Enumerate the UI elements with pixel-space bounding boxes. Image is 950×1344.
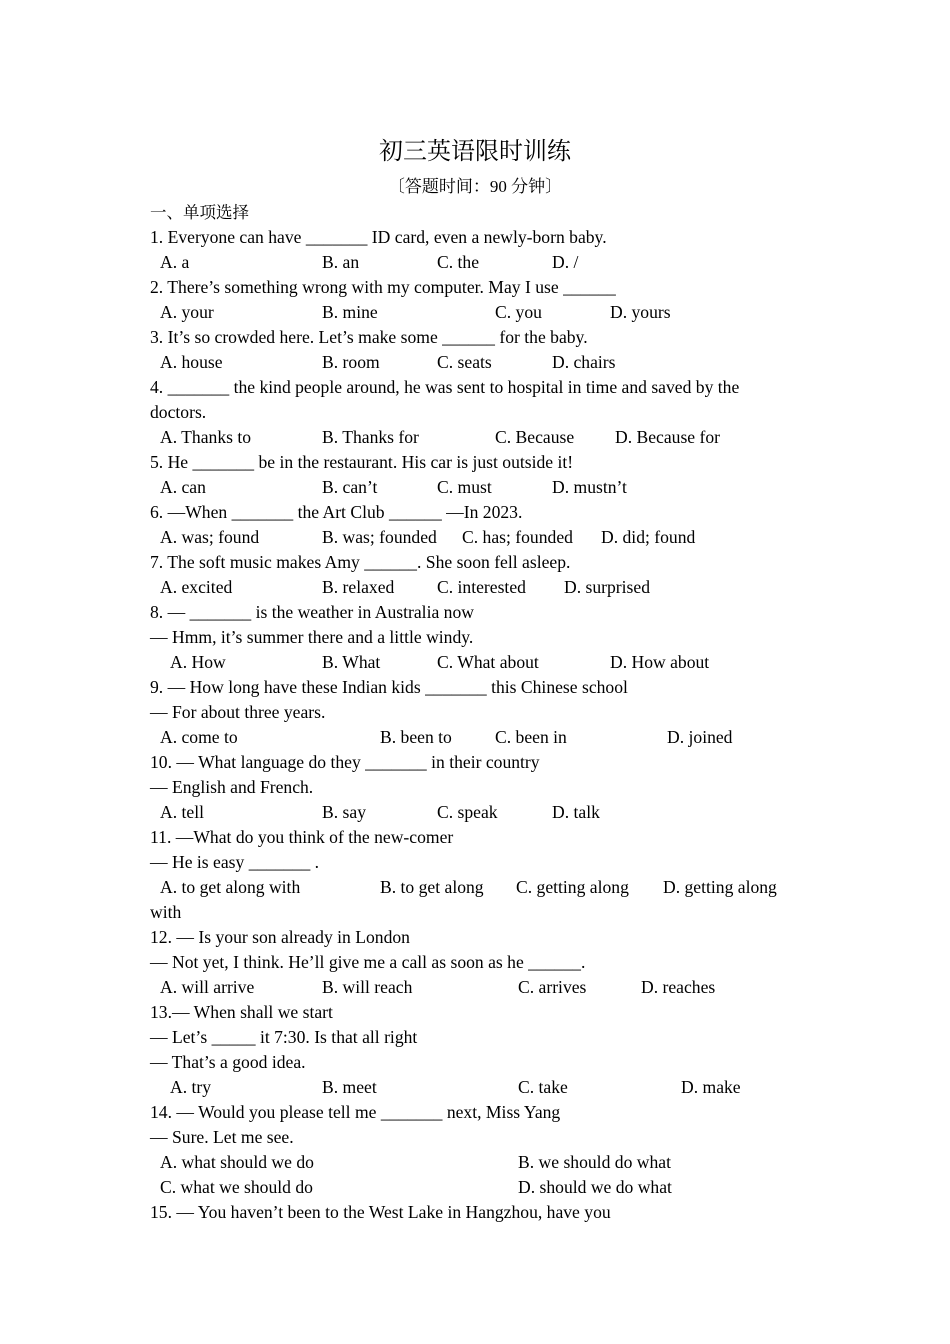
option-a: A. Thanks to: [160, 427, 252, 447]
options-row: [150, 475, 810, 500]
option-b: B. say: [322, 802, 366, 822]
option-c: C. arrives: [518, 977, 587, 997]
option-a: A. try: [170, 1077, 212, 1097]
option-d: D. getting along: [663, 877, 777, 897]
option-a: A. a: [160, 252, 190, 272]
option-c: C. has; founded: [462, 527, 573, 547]
question-list: [150, 200, 810, 1225]
option-b: B. an: [322, 252, 360, 272]
options-row: [150, 425, 810, 450]
option-c: C. Because: [495, 427, 575, 447]
question-line: — Let’s _____ it 7:30. Is that all right: [150, 1027, 418, 1047]
option-c: C. the: [437, 252, 480, 272]
question-line: — That’s a good idea.: [150, 1052, 306, 1072]
question-line: 14. — Would you please tell me _______ next, Miss Yang: [150, 1102, 561, 1122]
options-row: [150, 350, 810, 375]
option-b: B. mine: [322, 302, 378, 322]
option-d: D. did; found: [601, 527, 696, 547]
option-d: D. Because for: [615, 427, 721, 447]
option-a: A. house: [160, 352, 223, 372]
option-a: A. was; found: [160, 527, 260, 547]
option-a: A. to get along with: [160, 877, 301, 897]
options-row: [150, 725, 810, 750]
options-row: [150, 525, 810, 550]
option-d: D. How about: [610, 652, 710, 672]
option-b: B. room: [322, 352, 380, 372]
options-row: [150, 650, 810, 675]
option-a: A. what should we do: [160, 1152, 314, 1172]
question-line: 11. —What do you think of the new-comer: [150, 827, 454, 847]
option-b: B. Thanks for: [322, 427, 419, 447]
option-c: C. getting along: [516, 877, 629, 897]
option-a: A. tell: [160, 802, 204, 822]
option-b: B. can’t: [322, 477, 378, 497]
options-row: [150, 1150, 810, 1175]
options-row: [150, 575, 810, 600]
option-c: C. what we should do: [160, 1177, 313, 1197]
question-line: — English and French.: [150, 777, 314, 797]
options-row: [150, 250, 810, 275]
options-row: [150, 300, 810, 325]
question-line: doctors.: [150, 402, 207, 422]
question-line: 1. Everyone can have _______ ID card, even a newly-born baby.: [150, 227, 607, 247]
option-d: D. /: [552, 252, 579, 272]
answer-time-note: 〔答题时间：90 分钟〕: [387, 177, 563, 196]
options-row: [150, 1075, 810, 1100]
option-b: B. was; founded: [322, 527, 437, 547]
question-line: 15. — You haven’t been to the West Lake in Hangzhou, have you: [150, 1202, 611, 1222]
options-row: [150, 875, 810, 900]
option-b: B. been to: [380, 727, 452, 747]
option-d: D. reaches: [641, 977, 716, 997]
option-b: B. to get along: [380, 877, 484, 897]
question-line: 3. It’s so crowded here. Let’s make some ______ for the baby.: [150, 327, 588, 347]
option-c: C. speak: [437, 802, 498, 822]
question-line: — Not yet, I think. He’ll give me a call as soon as he ______.: [150, 952, 586, 972]
option-a: A. will arrive: [160, 977, 255, 997]
option-b: B. relaxed: [322, 577, 395, 597]
option-d: D. joined: [667, 727, 733, 747]
question-line: 4. _______ the kind people around, he was sent to hospital in time and saved by the: [150, 377, 740, 397]
question-line: 5. He _______ be in the restaurant. His car is just outside it!: [150, 452, 574, 472]
option-d: D. mustn’t: [552, 477, 627, 497]
option-a: A. your: [160, 302, 214, 322]
question-line: — He is easy _______ .: [150, 852, 320, 872]
option-c: C. been in: [495, 727, 567, 747]
option-a: A. excited: [160, 577, 233, 597]
question-line: 8. — _______ is the weather in Australia now: [150, 602, 474, 622]
option-b: B. meet: [322, 1077, 377, 1097]
option-b: B. we should do what: [518, 1152, 671, 1172]
option-d: D. chairs: [552, 352, 616, 372]
option-d: D. surprised: [564, 577, 651, 597]
question-line: 6. —When _______ the Art Club ______ —In 2023.: [150, 502, 523, 522]
question-line: — For about three years.: [150, 702, 326, 722]
question-line: 12. — Is your son already in London: [150, 927, 410, 947]
option-a: A. come to: [160, 727, 238, 747]
option-c: C. What about: [437, 652, 539, 672]
question-line: 13.— When shall we start: [150, 1002, 333, 1022]
option-b: B. What: [322, 652, 381, 672]
option-a: A. can: [160, 477, 206, 497]
question-line: with: [150, 902, 182, 922]
question-line: 9. — How long have these Indian kids _______ this Chinese school: [150, 677, 628, 697]
option-b: B. will reach: [322, 977, 413, 997]
page-title: 初三英语限时训练: [379, 137, 571, 165]
option-c: C. interested: [437, 577, 526, 597]
option-c: C. must: [437, 477, 492, 497]
section-heading: 一、单项选择: [150, 203, 249, 222]
question-line: 2. There’s something wrong with my computer. May I use ______: [150, 277, 616, 297]
option-d: D. should we do what: [518, 1177, 672, 1197]
option-d: D. talk: [552, 802, 600, 822]
question-line: — Hmm, it’s summer there and a little windy.: [150, 627, 474, 647]
question-line: — Sure. Let me see.: [150, 1127, 294, 1147]
question-line: 10. — What language do they _______ in their country: [150, 752, 540, 772]
option-c: C. take: [518, 1077, 568, 1097]
question-line: 7. The soft music makes Amy ______. She soon fell asleep.: [150, 552, 571, 572]
option-c: C. seats: [437, 352, 492, 372]
options-row: [150, 800, 810, 825]
options-row: [150, 975, 810, 1000]
option-c: C. you: [495, 302, 542, 322]
options-row: [150, 1175, 810, 1200]
option-d: D. yours: [610, 302, 671, 322]
option-a: A. How: [170, 652, 226, 672]
option-d: D. make: [681, 1077, 741, 1097]
